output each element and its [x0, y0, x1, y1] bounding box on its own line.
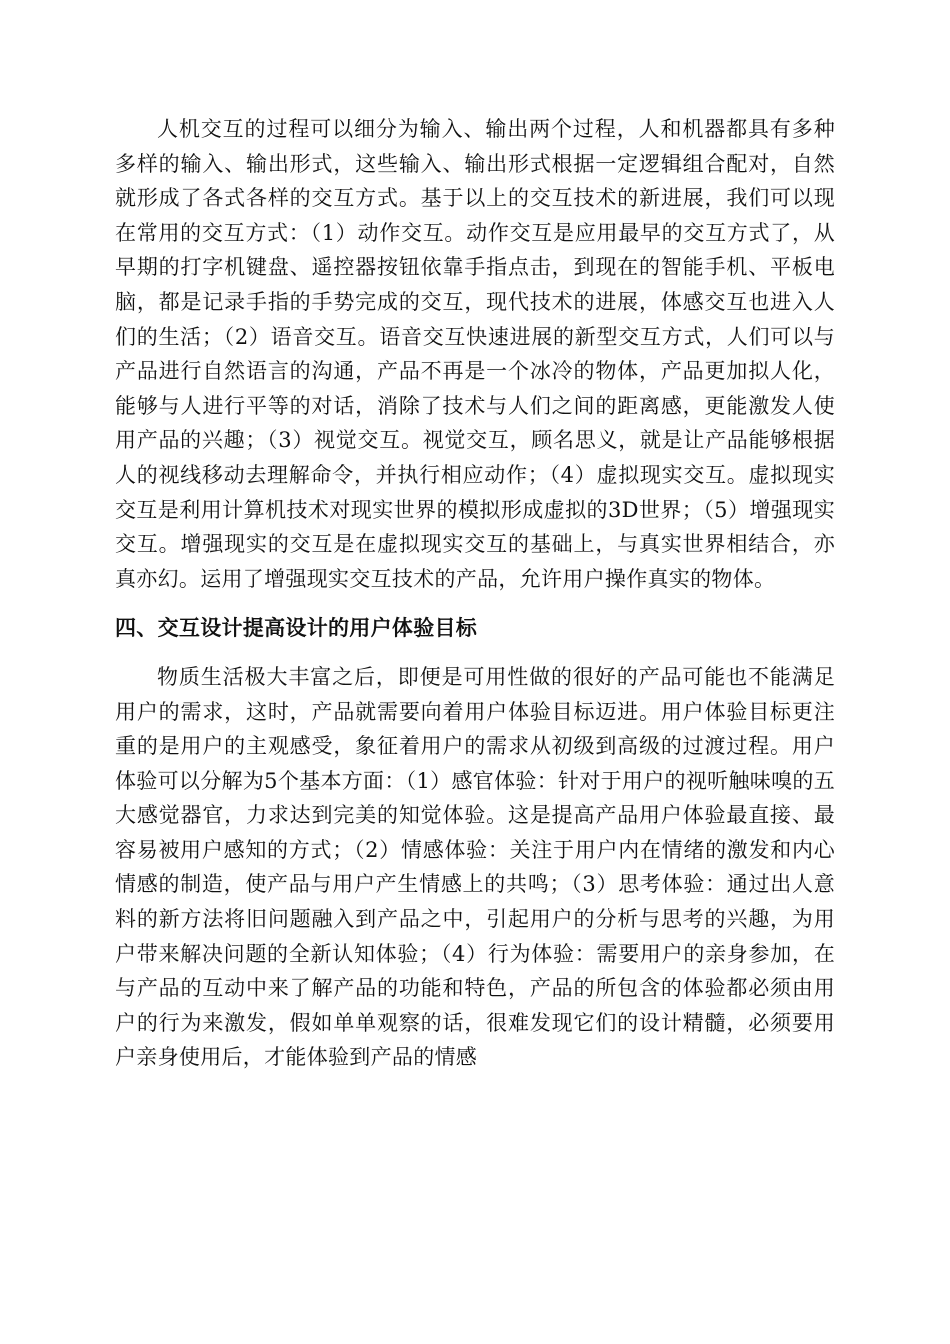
body-paragraph-user-experience: 物质生活极大丰富之后，即便是可用性做的很好的产品可能也不能满足用户的需求，这时，产品就需要向着用户体验目标迈进。用户体验目标更注重的是用户的主观感受，象征着用户的需求从初级到高级的过渡过程。用户体验可以分解为5个基本方面：（1）感官体验：针对于用户的视听触味嗅的五大感觉器官，力求达到完美的知觉体验。这是提高产品用户体验最直接、最容易被用户感知的方式；（2）情感体验：关注于用户内在情绪的激发和内心情感的制造，使产品与用户产生情感上的共鸣；（3）思考体验：通过出人意料的新方法将旧问题融入到产品之中，引起用户的分析与思考的兴趣，为用户带来解决问题的全新认知体验；（4）行为体验：需要用户的亲身参加，在与产品的互动中来了解产品的功能和特色，产品的所包含的体验都必须由用户的行为来激发，假如单单观察的话，很难发现它们的设计精髓，必须要用户亲身使用后，才能体验到产品的情感: [115, 664, 835, 1070]
section-heading: 四、交互设计提高设计的用户体验目标: [115, 616, 478, 641]
body-paragraph-interaction-methods: 人机交互的过程可以细分为输入、输出两个过程，人和机器都具有多种多样的输入、输出形式，这些输入、输出形式根据一定逻辑组合配对，自然就形成了各式各样的交互方式。基于以上的交互技术的新进展，我们可以现在常用的交互方式：（1）动作交互。动作交互是应用最早的交互方式了，从早期的打字机键盘、遥控器按钮依靠手指点击，到现在的智能手机、平板电脑，都是记录手指的手势完成的交互，现代技术的进展，体感交互也进入人们的生活；（2）语音交互。语音交互快速进展的新型交互方式，人们可以与产品进行自然语言的沟通，产品不再是一个冰冷的物体，产品更加拟人化，能够与人进行平等的对话，消除了技术与人们之间的距离感，更能激发人使用产品的兴趣；（3）视觉交互。视觉交互，顾名思义，就是让产品能够根据人的视线移动去理解命令，并执行相应动作；（4）虚拟现实交互。虚拟现实交互是利用计算机技术对现实世界的模拟形成虚拟的3D世界；（5）增强现实交互。增强现实的交互是在虚拟现实交互的基础上，与真实世界相结合，亦真亦幻。运用了增强现实交互技术的产品，允许用户操作真实的物体。: [115, 117, 835, 591]
text-column: [115, 112, 835, 1075]
